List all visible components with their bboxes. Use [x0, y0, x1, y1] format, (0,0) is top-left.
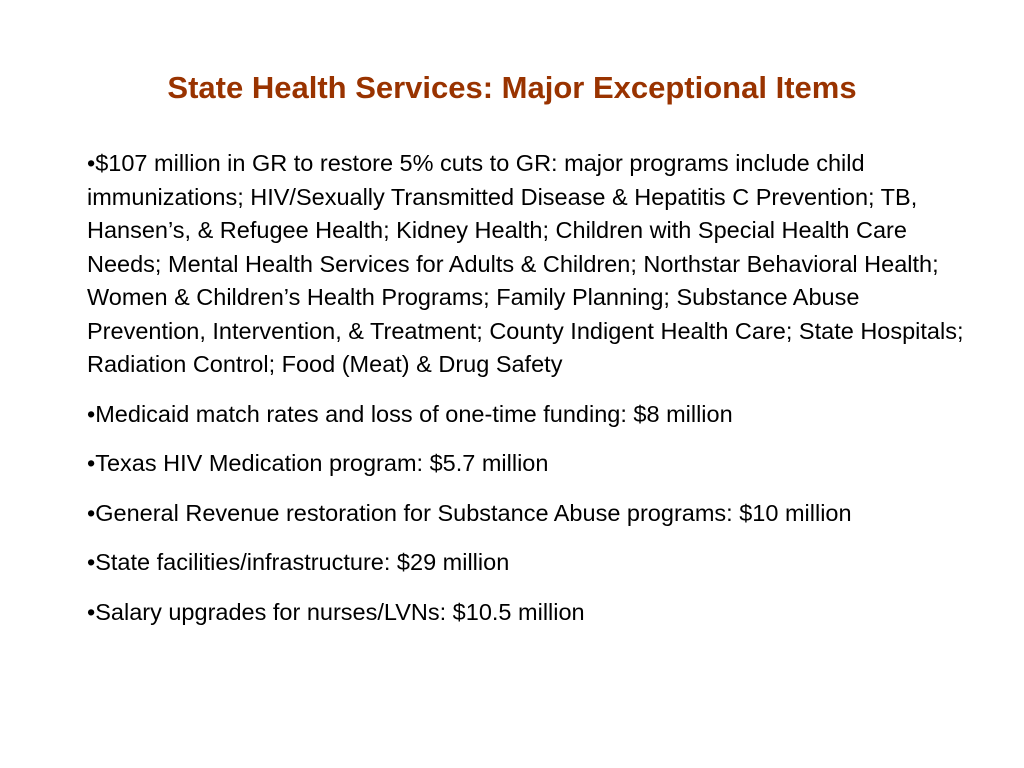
- slide-title: State Health Services: Major Exceptional Items: [167, 70, 857, 105]
- bullet-item-medicaid-match: •Medicaid match rates and loss of one-time funding: $8 million: [87, 400, 733, 427]
- bullet-item-salary-upgrades: •Salary upgrades for nurses/LVNs: $10.5 million: [87, 598, 585, 625]
- bullet-item-gr-restoration: •$107 million in GR to restore 5% cuts to GR: major programs include child immunizations; HIV/Sexually Transmitted Disease & Hepatitis C Prevention; TB, Hansen’s, & Refugee Health; Kidney Health; Children with Special Health Care Needs; Mental Health Services for Adults & Children; Northstar Behavioral Health; Women & Children’s Health Programs; Family Planning; Substance Abuse Prevention, Intervention, & Treatment; County Indigent Health Care; State Hospitals; Radiation Control; Food (Meat) & Drug Safety: [87, 150, 964, 377]
- bullet-item-facilities: •State facilities/infrastructure: $29 million: [87, 549, 510, 575]
- bullet-item-hiv-medication: •Texas HIV Medication program: $5.7 million: [87, 450, 549, 476]
- bullet-list: [87, 147, 977, 629]
- bullet-item-substance-abuse: •General Revenue restoration for Substance Abuse programs: $10 million: [87, 499, 852, 526]
